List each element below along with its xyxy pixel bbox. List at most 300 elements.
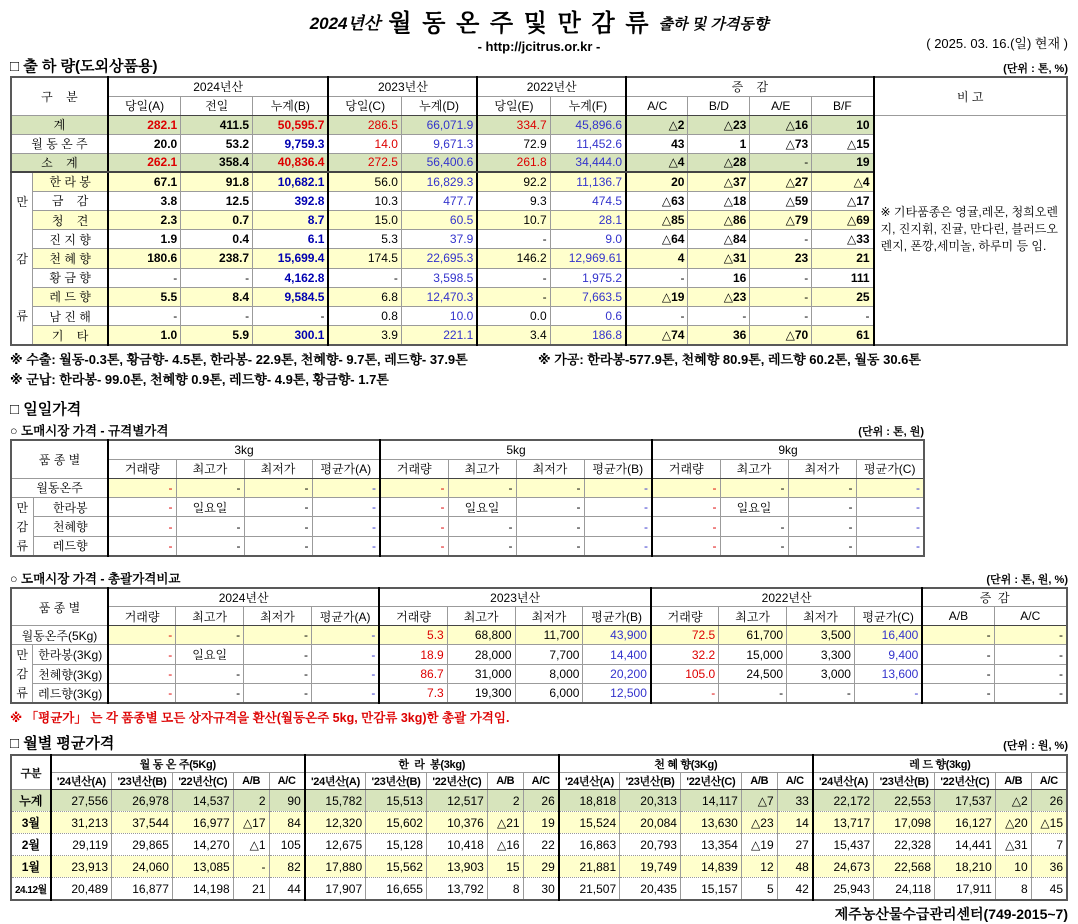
page-title [10, 3, 1068, 38]
data-cell: 16,977 [172, 812, 233, 834]
data-cell: △19 [626, 287, 688, 306]
data-cell: 56.0 [328, 172, 401, 191]
data-cell: △17 [233, 812, 269, 834]
column-header: 품 종 별 [11, 440, 108, 478]
data-cell: 17,098 [874, 812, 935, 834]
data-cell: 21 [233, 878, 269, 900]
column-header: 최고가 [176, 607, 244, 626]
data-cell: - [788, 478, 856, 497]
table-row [11, 478, 924, 497]
data-cell: - [311, 645, 379, 665]
data-cell: 3,500 [787, 626, 855, 645]
shipment-notes [10, 350, 1068, 390]
column-header: '23년산(B) [874, 773, 935, 790]
row-label: 진 지 향 [33, 230, 108, 249]
section-title-daily: □ 일일가격 [10, 401, 82, 419]
data-cell: - [750, 307, 812, 326]
data-cell: 16,829.3 [401, 172, 477, 191]
title-main: 월 동 온 주 및 만 감 류 [388, 10, 651, 37]
data-cell: 3,000 [787, 664, 855, 684]
data-cell: 26 [1031, 790, 1067, 812]
row-label: 청 견 [33, 210, 108, 229]
shipment-table [10, 76, 1068, 346]
data-cell: 5 [741, 878, 777, 900]
data-cell: 11,452.6 [550, 134, 626, 153]
unit-label-shipment: (단위 : 톤, %) [1003, 63, 1068, 75]
column-header: 누계(F) [550, 96, 626, 115]
data-cell: - [108, 478, 176, 497]
data-cell: 238.7 [181, 249, 253, 268]
data-cell: - [244, 517, 312, 537]
data-cell: 29,865 [112, 834, 173, 856]
data-cell: - [516, 497, 584, 517]
data-cell: 9.0 [550, 230, 626, 249]
data-cell: 19 [523, 812, 559, 834]
data-cell: △85 [626, 210, 688, 229]
column-header: A/C [626, 96, 688, 115]
data-cell: - [922, 626, 994, 645]
data-cell: - [108, 268, 181, 287]
data-cell: 13,717 [813, 812, 874, 834]
data-cell: 12.5 [181, 191, 253, 210]
column-header: A/C [994, 607, 1067, 626]
row-label: 남 진 해 [33, 307, 108, 326]
data-cell: 7,663.5 [550, 287, 626, 306]
data-cell: 16,400 [854, 626, 922, 645]
data-cell: - [244, 626, 312, 645]
data-cell: - [108, 517, 176, 537]
data-cell: 9,671.3 [401, 134, 477, 153]
data-cell: 13,792 [426, 878, 487, 900]
data-cell: 91.8 [181, 172, 253, 191]
site-url: - http://jcitrus.or.kr - [477, 39, 601, 54]
column-header: '22년산(C) [172, 773, 233, 790]
column-header: 최고가 [176, 459, 244, 478]
data-cell: 14,198 [172, 878, 233, 900]
data-cell: 53.2 [181, 134, 253, 153]
data-cell: - [108, 684, 176, 704]
data-cell: 17,880 [305, 856, 366, 878]
data-cell: △64 [626, 230, 688, 249]
data-cell: 392.8 [253, 191, 329, 210]
data-cell: 16,655 [366, 878, 427, 900]
column-header: 2022년산 [477, 77, 626, 96]
row-label: 한라봉(3Kg) [33, 645, 108, 665]
data-cell: - [994, 664, 1067, 684]
data-cell: - [253, 307, 329, 326]
data-cell: 일요일 [176, 645, 244, 665]
data-cell: 16 [688, 268, 750, 287]
data-cell: 286.5 [328, 115, 401, 134]
data-cell: 186.8 [550, 326, 626, 345]
data-cell: △84 [688, 230, 750, 249]
data-cell: 12 [741, 856, 777, 878]
data-cell: 17,907 [305, 878, 366, 900]
column-header: 9kg [652, 440, 924, 459]
data-cell: 15,699.4 [253, 249, 329, 268]
data-cell: 1.0 [108, 326, 181, 345]
title-bar [10, 3, 1068, 53]
data-cell: - [856, 517, 924, 537]
data-cell: - [720, 517, 788, 537]
data-cell: △17 [812, 191, 874, 210]
column-header: 평균가(C) [856, 459, 924, 478]
data-cell: - [108, 497, 176, 517]
data-cell: - [652, 497, 720, 517]
data-cell: 15,157 [680, 878, 741, 900]
row-label: 누계 [11, 790, 51, 812]
data-cell: - [244, 645, 312, 665]
data-cell: 16,127 [935, 812, 996, 834]
column-header: 월 동 온 주(5Kg) [51, 755, 305, 773]
data-cell: △59 [750, 191, 812, 210]
data-cell: 일요일 [720, 497, 788, 517]
daily-price-table [10, 439, 925, 557]
data-cell: - [750, 153, 812, 172]
data-cell: 5.5 [108, 287, 181, 306]
column-header: 2023년산 [328, 77, 477, 96]
data-cell: △23 [741, 812, 777, 834]
column-header: 레 드 향(3kg) [813, 755, 1067, 773]
column-header: '24년산(A) [813, 773, 874, 790]
data-cell: 20,435 [620, 878, 681, 900]
data-cell: 8 [487, 878, 523, 900]
data-cell: - [652, 536, 720, 556]
data-cell: 13,903 [426, 856, 487, 878]
data-cell: △70 [750, 326, 812, 345]
data-cell: 111 [812, 268, 874, 287]
data-cell: - [244, 684, 312, 704]
column-header: '24년산(A) [559, 773, 620, 790]
data-cell: 15,602 [366, 812, 427, 834]
data-cell: 3.8 [108, 191, 181, 210]
data-cell: 16,863 [559, 834, 620, 856]
data-cell: 24,060 [112, 856, 173, 878]
row-label: 천혜향(3Kg) [33, 664, 108, 684]
data-cell: 7.3 [379, 684, 447, 704]
data-cell: 27,556 [51, 790, 112, 812]
data-cell: 20,313 [620, 790, 681, 812]
data-cell: 15,437 [813, 834, 874, 856]
data-cell: 67.1 [108, 172, 181, 191]
column-header: 최저가 [244, 607, 312, 626]
data-cell: 90 [269, 790, 305, 812]
data-cell: - [922, 664, 994, 684]
data-cell: △4 [812, 172, 874, 191]
data-cell: - [448, 517, 516, 537]
column-header: A/B [995, 773, 1031, 790]
data-cell: 105.0 [651, 664, 719, 684]
data-cell: 36 [688, 326, 750, 345]
data-cell: - [922, 645, 994, 665]
column-header: 3kg [108, 440, 380, 459]
data-cell: - [176, 664, 244, 684]
column-header: 평균가(A) [312, 459, 380, 478]
table-row [11, 626, 1067, 645]
column-header: 최저가 [515, 607, 583, 626]
column-header: '23년산(B) [112, 773, 173, 790]
data-cell: - [626, 307, 688, 326]
group-label-vertical: 만 감 류 [11, 497, 33, 556]
data-cell: 31,213 [51, 812, 112, 834]
data-cell: 14,117 [680, 790, 741, 812]
data-cell: - [311, 664, 379, 684]
row-label: 레 드 향 [33, 287, 108, 306]
data-cell: △23 [688, 287, 750, 306]
overall-price-table [10, 587, 1068, 705]
data-cell: - [108, 307, 181, 326]
avg-price-note: ※ 「평균가」 는 각 품종별 모든 상자규격을 환산(월동온주 5kg, 만감류 3kg)한 총괄 가격임. [10, 711, 510, 726]
data-cell: 40,836.4 [253, 153, 329, 172]
data-cell: 19,300 [447, 684, 515, 704]
column-header: A/B [487, 773, 523, 790]
data-cell: 12,517 [426, 790, 487, 812]
column-header: 비 고 [874, 77, 1067, 115]
data-cell: △1 [233, 834, 269, 856]
data-cell: 20.0 [108, 134, 181, 153]
data-cell: 6.8 [328, 287, 401, 306]
data-cell: △15 [1031, 812, 1067, 834]
data-cell: - [244, 478, 312, 497]
table-row [11, 536, 924, 556]
report-date: ( 2025. 03. 16.(일) 현재 ) [926, 36, 1068, 51]
data-cell: 3.4 [477, 326, 550, 345]
row-label: 소 계 [11, 153, 108, 172]
data-cell: 2 [487, 790, 523, 812]
data-cell: 37,544 [112, 812, 173, 834]
data-cell: 92.2 [477, 172, 550, 191]
data-cell: 8.4 [181, 287, 253, 306]
row-label: 계 [11, 115, 108, 134]
data-cell: - [856, 478, 924, 497]
unit-label-overall: (단위 : 톤, 원, %) [986, 573, 1068, 586]
data-cell: 8.7 [253, 210, 329, 229]
data-cell: 43,900 [583, 626, 651, 645]
data-cell: △20 [995, 812, 1031, 834]
data-cell: - [788, 517, 856, 537]
column-header: 최고가 [719, 607, 787, 626]
column-header: 천 혜 향(3Kg) [559, 755, 813, 773]
data-cell: 4 [626, 249, 688, 268]
data-cell: 61 [812, 326, 874, 345]
data-cell: 19,749 [620, 856, 681, 878]
data-cell: 0.7 [181, 210, 253, 229]
column-header: 2023년산 [379, 588, 651, 607]
column-header: 거래량 [379, 607, 447, 626]
data-cell: 7 [1031, 834, 1067, 856]
table-row [11, 684, 1067, 704]
data-cell: 10.7 [477, 210, 550, 229]
data-cell: 일요일 [448, 497, 516, 517]
row-label: 월 동 온 주 [11, 134, 108, 153]
column-header: 최고가 [720, 459, 788, 478]
data-cell: 4,162.8 [253, 268, 329, 287]
data-cell: 45,896.6 [550, 115, 626, 134]
data-cell: 1,975.2 [550, 268, 626, 287]
data-cell: 15,562 [366, 856, 427, 878]
data-cell: 6.1 [253, 230, 329, 249]
note-export: ※ 수출: 월동-0.3톤, 황금향- 4.5톤, 한라봉- 22.9톤, 천혜향- 9.7톤, 레드향- 37.9톤 [10, 352, 468, 367]
column-header: B/D [688, 96, 750, 115]
column-header: 최고가 [447, 607, 515, 626]
data-cell: 14.0 [328, 134, 401, 153]
data-cell: 10.0 [401, 307, 477, 326]
column-header: '24년산(A) [51, 773, 112, 790]
data-cell: 261.8 [477, 153, 550, 172]
data-cell: △2 [626, 115, 688, 134]
data-cell: 56,400.6 [401, 153, 477, 172]
data-cell: 13,085 [172, 856, 233, 878]
data-cell: 300.1 [253, 326, 329, 345]
data-cell: 15.0 [328, 210, 401, 229]
data-cell: 23 [750, 249, 812, 268]
data-cell: 21,507 [559, 878, 620, 900]
column-header: 당일(C) [328, 96, 401, 115]
data-cell: - [477, 230, 550, 249]
row-label: 레드향(3Kg) [33, 684, 108, 704]
data-cell: △28 [688, 153, 750, 172]
data-cell: - [719, 684, 787, 704]
column-header: 증 감 [626, 77, 873, 96]
data-cell: △86 [688, 210, 750, 229]
column-header: A/B [741, 773, 777, 790]
data-cell: 43 [626, 134, 688, 153]
subsection-title-daily: ○ 도매시장 가격 - 규격별가격 [10, 424, 169, 439]
data-cell: 180.6 [108, 249, 181, 268]
remark-cell: ※ 기타품종은 영귤,레몬, 청희오렌지, 진지휘, 진귤, 만다린, 블러드오렌지, 폰깡,세미놀, 하루미 등 임. [874, 115, 1067, 345]
column-header: 증 감 [922, 588, 1067, 607]
data-cell: 20,200 [583, 664, 651, 684]
data-cell: 33 [777, 790, 813, 812]
data-cell: - [312, 497, 380, 517]
data-cell: 5.3 [328, 230, 401, 249]
data-cell: - [312, 517, 380, 537]
data-cell: 8 [995, 878, 1031, 900]
data-cell: 16,877 [112, 878, 173, 900]
data-cell: 2 [233, 790, 269, 812]
data-cell: 0.6 [550, 307, 626, 326]
data-cell: △27 [750, 172, 812, 191]
data-cell: 10,682.1 [253, 172, 329, 191]
footer-org: 제주농산물수급관리센터(749-2015~7) [834, 905, 1068, 922]
data-cell: 221.1 [401, 326, 477, 345]
row-label: 천혜향 [33, 517, 108, 537]
subsection-title-overall: ○ 도매시장 가격 - 총괄가격비교 [10, 571, 181, 586]
data-cell: 42 [777, 878, 813, 900]
data-cell: - [787, 684, 855, 704]
column-header: 거래량 [108, 607, 176, 626]
column-header: 평균가(A) [311, 607, 379, 626]
data-cell: 10,418 [426, 834, 487, 856]
data-cell: - [108, 645, 176, 665]
data-cell: 24,500 [719, 664, 787, 684]
table-row [11, 664, 1067, 684]
data-cell: - [651, 684, 719, 704]
data-cell: 3.9 [328, 326, 401, 345]
data-cell: 0.4 [181, 230, 253, 249]
data-cell: 68,800 [447, 626, 515, 645]
data-cell: - [181, 307, 253, 326]
data-cell: 60.5 [401, 210, 477, 229]
data-cell: - [584, 517, 652, 537]
data-cell: - [994, 645, 1067, 665]
data-cell: △63 [626, 191, 688, 210]
note-military: ※ 군납: 한라봉- 99.0톤, 천혜향 0.9톤, 레드향- 4.9톤, 황금향- 1.7톤 [10, 372, 389, 388]
data-cell: - [448, 536, 516, 556]
data-cell: 21 [812, 249, 874, 268]
column-header: 2024년산 [108, 588, 379, 607]
data-cell: - [994, 684, 1067, 704]
data-cell: △15 [812, 134, 874, 153]
column-header: A/C [1031, 773, 1067, 790]
row-label: 2월 [11, 834, 51, 856]
data-cell: 34,444.0 [550, 153, 626, 172]
unit-label-daily: (단위 : 톤, 원) [858, 426, 924, 439]
data-cell: 12,320 [305, 812, 366, 834]
data-cell: 9,759.3 [253, 134, 329, 153]
data-cell: 13,600 [854, 664, 922, 684]
column-header: '23년산(B) [366, 773, 427, 790]
data-cell: 1 [688, 134, 750, 153]
data-cell: △2 [995, 790, 1031, 812]
data-cell: - [688, 307, 750, 326]
column-header: 누계(D) [401, 96, 477, 115]
column-header: 당일(E) [477, 96, 550, 115]
column-header: 최저가 [244, 459, 312, 478]
data-cell: 28.1 [550, 210, 626, 229]
data-cell: 29,119 [51, 834, 112, 856]
data-cell: 일요일 [176, 497, 244, 517]
data-cell: 24,673 [813, 856, 874, 878]
data-cell: - [244, 497, 312, 517]
data-cell: 29 [523, 856, 559, 878]
data-cell: 14,839 [680, 856, 741, 878]
data-cell: - [448, 478, 516, 497]
data-cell: - [176, 517, 244, 537]
column-header: 최저가 [788, 459, 856, 478]
data-cell: 66,071.9 [401, 115, 477, 134]
table-row [11, 878, 1067, 900]
data-cell: 72.9 [477, 134, 550, 153]
column-header: 최저가 [787, 607, 855, 626]
table-row [11, 790, 1067, 812]
data-cell: △79 [750, 210, 812, 229]
data-cell: 14,441 [935, 834, 996, 856]
data-cell: - [626, 268, 688, 287]
data-cell: △31 [688, 249, 750, 268]
data-cell: 2.3 [108, 210, 181, 229]
data-cell: 14 [777, 812, 813, 834]
data-cell: 0.8 [328, 307, 401, 326]
data-cell: 37.9 [401, 230, 477, 249]
column-header: 누계(B) [253, 96, 329, 115]
column-header: 2022년산 [651, 588, 922, 607]
column-header: 평균가(B) [584, 459, 652, 478]
row-label: 한라봉 [33, 497, 108, 517]
data-cell: 82 [269, 856, 305, 878]
data-cell: △37 [688, 172, 750, 191]
column-header: 거래량 [651, 607, 719, 626]
data-cell: 5.3 [379, 626, 447, 645]
data-cell: 334.7 [477, 115, 550, 134]
data-cell: 25 [812, 287, 874, 306]
data-cell: 22,172 [813, 790, 874, 812]
data-cell: - [108, 536, 176, 556]
data-cell: 27 [777, 834, 813, 856]
table-row [11, 497, 924, 517]
data-cell: 12,675 [305, 834, 366, 856]
data-cell: △74 [626, 326, 688, 345]
